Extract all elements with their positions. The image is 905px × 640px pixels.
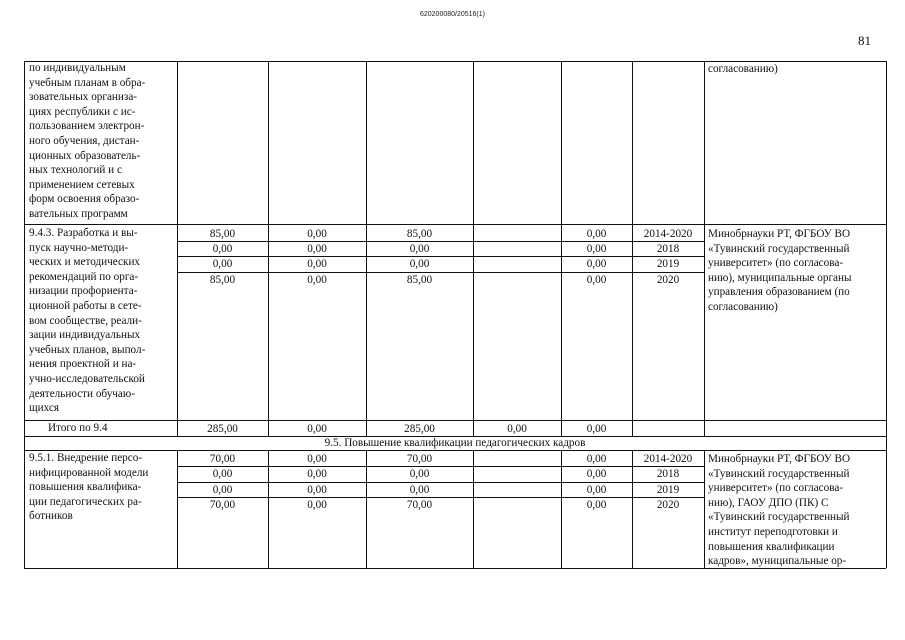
cell-republic: 70,00	[406, 453, 433, 465]
cell-other: 0,00	[586, 453, 607, 465]
total-cell-other: 0,00	[586, 423, 607, 435]
cell-other: 0,00	[586, 258, 607, 270]
cell-total: 0,00	[212, 484, 233, 496]
cell-federal: 0,00	[307, 243, 327, 255]
continued-executor: согласованию)	[708, 63, 778, 75]
total-cell-republic: 285,00	[404, 423, 435, 435]
total-cell-total: 285,00	[207, 423, 238, 435]
cell-year: 2018	[656, 243, 680, 255]
cell-year: 2020	[656, 499, 680, 511]
cell-year: 2019	[656, 258, 680, 270]
item-9-5-1-executor: Минобрнауки РТ, ФГБОУ ВО «Тувинский государственный университет» (по согласова- нию), ГАОУ ДПО (ПК) С «Тувинский государственный институт переподготовки и повышения квалификации кадров», муниципальные ор-	[708, 453, 851, 568]
item-9-4-3-executor: Минобрнауки РТ, ФГБОУ ВО «Тувинский государственный университет» (по согласова- нию), муниципальные органы управления образованием (по согласованию)	[708, 228, 852, 313]
cell-total: 70,00	[209, 453, 236, 465]
cell-total: 0,00	[212, 243, 233, 255]
cell-year: 2019	[656, 484, 680, 496]
total-cell-local: 0,00	[507, 423, 527, 435]
cell-other: 0,00	[586, 499, 607, 511]
total-cell-federal: 0,00	[307, 423, 327, 435]
cell-federal: 0,00	[307, 484, 327, 496]
cell-other: 0,00	[586, 228, 607, 240]
cell-republic: 70,00	[406, 499, 433, 511]
cell-year: 2014-2020	[643, 228, 693, 240]
cell-federal: 0,00	[307, 468, 327, 480]
item-9-4-3-description: 9.4.3. Разработка и вы- пуск научно-методи- ческих и методических рекомендаций по орга- низации профориента- ционной работы в сете- вом сообществе, реали- зации индивидуальных учебных планов, выпол- нения проектной и на- учно-исследовательской деятельности обучаю- щихся	[29, 227, 146, 415]
cell-year: 2020	[656, 274, 680, 286]
page-number: 81	[858, 33, 871, 48]
continued-description: по индивидуальным учебным планам в обра- зовательных организа- циях республики с ис- пользованием электрон- ного обучения, дистан- ционных образователь- ных технологий и с применением сетевых форм освоения образо- вательных программ	[29, 62, 146, 220]
cell-total: 0,00	[212, 468, 233, 480]
total-9-4-label: Итого по 9.4	[48, 422, 108, 434]
cell-federal: 0,00	[307, 274, 327, 286]
cell-federal: 0,00	[307, 499, 327, 511]
document-id: 620200080/20516(1)	[419, 11, 485, 18]
cell-federal: 0,00	[307, 453, 327, 465]
cell-other: 0,00	[586, 243, 607, 255]
cell-other: 0,00	[586, 484, 607, 496]
cell-republic: 0,00	[409, 258, 430, 270]
cell-republic: 0,00	[409, 243, 430, 255]
cell-other: 0,00	[586, 274, 607, 286]
cell-federal: 0,00	[307, 228, 327, 240]
cell-total: 85,00	[209, 274, 236, 286]
cell-republic: 0,00	[409, 468, 430, 480]
cell-republic: 85,00	[406, 228, 433, 240]
cell-year: 2018	[656, 468, 680, 480]
cell-republic: 85,00	[406, 274, 433, 286]
cell-federal: 0,00	[307, 258, 327, 270]
cell-total: 70,00	[209, 499, 236, 511]
cell-total: 0,00	[212, 258, 233, 270]
cell-year: 2014-2020	[643, 453, 693, 465]
section-9-5-title: 9.5. Повышение квалификации педагогических кадров	[324, 437, 586, 449]
cell-republic: 0,00	[409, 484, 430, 496]
cell-other: 0,00	[586, 468, 607, 480]
item-9-5-1-description: 9.5.1. Внедрение персо- нифицированной модели повышения квалифика- ции педагогических ра- ботников	[29, 452, 149, 523]
cell-total: 85,00	[209, 228, 236, 240]
